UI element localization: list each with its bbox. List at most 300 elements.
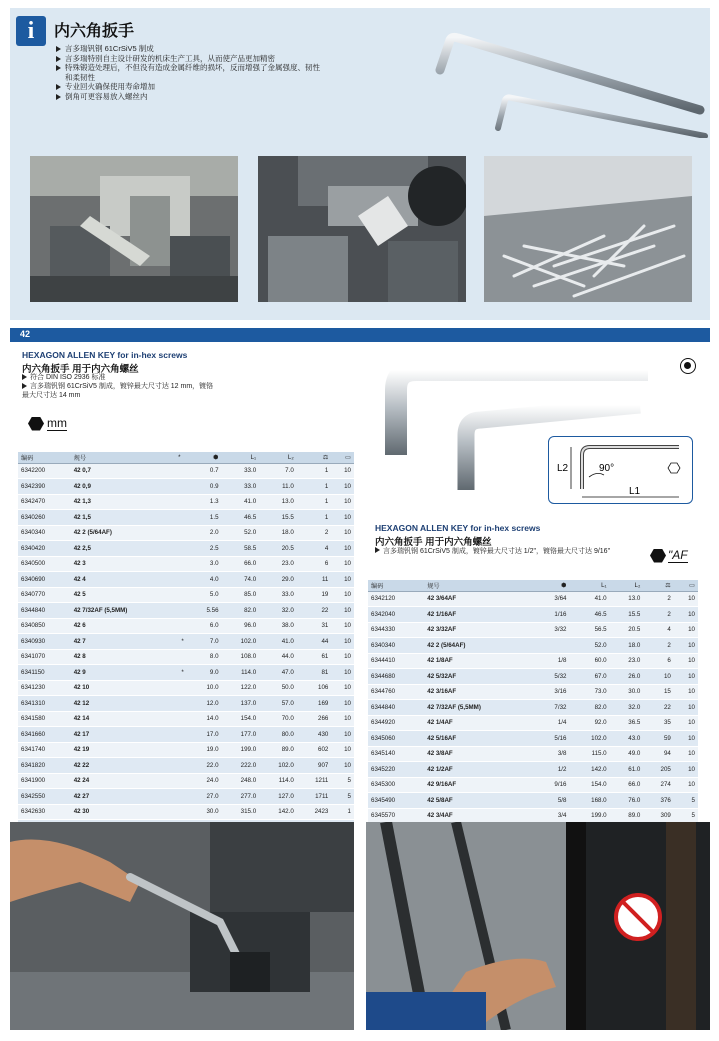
- table-cell: 1.5: [190, 510, 222, 526]
- pack-col-icon: ▭: [674, 580, 698, 591]
- chrome-finish-icon: [680, 358, 696, 374]
- table-cell: 4: [297, 541, 332, 557]
- table-cell: 10: [331, 572, 354, 588]
- table-cell: 6341070: [18, 649, 71, 665]
- table-cell: 30.0: [610, 684, 644, 700]
- table-row: [18, 510, 354, 526]
- table-cell: 309: [643, 808, 674, 824]
- table-cell: 10: [331, 680, 354, 696]
- table-cell: 42 8: [71, 649, 175, 665]
- table-cell: 114.0: [222, 665, 260, 681]
- table-cell: 6: [643, 653, 674, 669]
- col-header: L₁: [222, 452, 260, 463]
- table-cell: 89.0: [259, 742, 297, 758]
- table-row: [18, 804, 354, 820]
- table-cell: 19.0: [190, 742, 222, 758]
- table-row: [368, 622, 698, 638]
- table-cell: 94: [643, 746, 674, 762]
- table-cell: 33.0: [222, 479, 260, 495]
- table-cell: 10: [674, 622, 698, 638]
- table-cell: 10: [674, 653, 698, 669]
- table-cell: 5/32: [536, 669, 570, 685]
- table-cell: 6340420: [18, 541, 71, 557]
- l1-label: L1: [629, 486, 641, 497]
- table-row: [18, 665, 354, 681]
- table-row: [18, 711, 354, 727]
- table-cell: 274: [643, 777, 674, 793]
- table-cell: 376: [643, 793, 674, 809]
- table-cell: 42 24: [71, 773, 175, 789]
- table-cell: [175, 603, 190, 619]
- table-cell: 42 22: [71, 758, 175, 774]
- table-cell: 10: [674, 669, 698, 685]
- table-cell: 36.5: [610, 715, 644, 731]
- table-cell: 42 3: [71, 556, 175, 572]
- table-cell: 10: [331, 758, 354, 774]
- table-cell: [175, 463, 190, 479]
- col-header: 编码: [368, 580, 424, 591]
- table-cell: 35: [643, 715, 674, 731]
- table-cell: 1/2: [536, 762, 570, 778]
- table-cell: 15: [643, 684, 674, 700]
- table-cell: 102.0: [222, 634, 260, 650]
- col-header: 规号: [71, 452, 175, 463]
- col-header: *: [175, 452, 190, 463]
- table-row: [18, 789, 354, 805]
- table-cell: 5.56: [190, 603, 222, 619]
- table-cell: 42 12: [71, 696, 175, 712]
- col-header: L₂: [610, 580, 644, 591]
- table-cell: 10: [331, 603, 354, 619]
- table-cell: 6.0: [190, 618, 222, 634]
- table-cell: 32.0: [259, 603, 297, 619]
- table-cell: 42 9: [71, 665, 175, 681]
- table-cell: 15.5: [259, 510, 297, 526]
- right-section-title: HEXAGON ALLEN KEY for in-hex screws: [375, 523, 541, 533]
- table-cell: 42 2,5: [71, 541, 175, 557]
- table-cell: 1211: [297, 773, 332, 789]
- table-row: [18, 463, 354, 479]
- table-cell: 2: [297, 525, 332, 541]
- table-cell: 76.0: [610, 793, 644, 809]
- table-cell: 60.0: [569, 653, 609, 669]
- table-cell: 15.5: [610, 607, 644, 623]
- page-number: 42: [20, 329, 31, 339]
- table-cell: 315.0: [222, 804, 260, 820]
- table-cell: 2: [643, 607, 674, 623]
- table-cell: 56.5: [569, 622, 609, 638]
- table-cell: 430: [297, 727, 332, 743]
- table-cell: 10: [674, 700, 698, 716]
- table-cell: 9/16: [536, 777, 570, 793]
- unit-label: mm: [47, 416, 67, 430]
- table-cell: 6341580: [18, 711, 71, 727]
- table-cell: 14.0: [190, 711, 222, 727]
- page-header-bar: [10, 328, 710, 342]
- table-row: [18, 742, 354, 758]
- table-cell: 5/8: [536, 793, 570, 809]
- table-cell: 42 1,5: [71, 510, 175, 526]
- table-cell: 42 1/8AF: [424, 653, 536, 669]
- table-cell: 42 3/32AF: [424, 622, 536, 638]
- table-cell: 30.0: [190, 804, 222, 820]
- table-cell: [175, 494, 190, 510]
- table-cell: 10.0: [190, 680, 222, 696]
- table-cell: 154.0: [569, 777, 609, 793]
- table-cell: 42 19: [71, 742, 175, 758]
- table-cell: 23.0: [259, 556, 297, 572]
- left-section-title: HEXAGON ALLEN KEY for in-hex screws: [22, 350, 188, 360]
- table-cell: 80.0: [259, 727, 297, 743]
- table-cell: 1.3: [190, 494, 222, 510]
- table-cell: 102.0: [569, 731, 609, 747]
- page-title: 内六角扳手: [54, 23, 135, 40]
- unit-label: "AF: [668, 548, 688, 562]
- table-cell: 7.0: [190, 634, 222, 650]
- table-cell: 2: [643, 638, 674, 654]
- table-cell: 10: [331, 556, 354, 572]
- table-cell: 6344840: [18, 603, 71, 619]
- table-cell: 6340690: [18, 572, 71, 588]
- table-cell: 42 1/16AF: [424, 607, 536, 623]
- table-cell: 8.0: [190, 649, 222, 665]
- table-cell: 177.0: [222, 727, 260, 743]
- table-cell: [175, 742, 190, 758]
- table-cell: 10: [331, 510, 354, 526]
- table-cell: 42 1/4AF: [424, 715, 536, 731]
- table-cell: 10: [674, 684, 698, 700]
- table-cell: 10: [331, 711, 354, 727]
- table-row: [368, 684, 698, 700]
- table-cell: 10: [331, 463, 354, 479]
- table-cell: 46.5: [222, 510, 260, 526]
- table-cell: 222.0: [222, 758, 260, 774]
- table-cell: 1711: [297, 789, 332, 805]
- table-cell: 6341660: [18, 727, 71, 743]
- l2-label: L2: [557, 463, 569, 474]
- feature-item: 专业回火确保使用寿命增加: [56, 82, 326, 92]
- table-cell: 24.0: [190, 773, 222, 789]
- table-row: [368, 638, 698, 654]
- table-cell: [175, 510, 190, 526]
- table-row: [18, 696, 354, 712]
- table-cell: 142.0: [259, 804, 297, 820]
- table-cell: 50.0: [259, 680, 297, 696]
- table-cell: 102.0: [259, 758, 297, 774]
- table-cell: [175, 789, 190, 805]
- feature-item: 特殊锻造处理后，不但没有造成金属纤维的损坏，反而增强了金属强度、韧性和柔韧性: [56, 63, 326, 82]
- table-cell: 10: [674, 777, 698, 793]
- table-cell: 22: [297, 603, 332, 619]
- table-cell: *: [175, 665, 190, 681]
- col-header: 规号: [424, 580, 536, 591]
- angle-label: 90°: [599, 463, 615, 474]
- table-cell: 17.0: [190, 727, 222, 743]
- table-row: [18, 727, 354, 743]
- table-cell: 42 17: [71, 727, 175, 743]
- table-cell: 6340340: [368, 638, 424, 654]
- table-cell: 10: [674, 762, 698, 778]
- table-cell: 1/16: [536, 607, 570, 623]
- pack-col-icon: ▭: [331, 452, 354, 463]
- table-cell: 5: [331, 789, 354, 805]
- table-cell: 7/32: [536, 700, 570, 716]
- table-cell: 33.0: [222, 463, 260, 479]
- left-spec-list: [22, 373, 282, 400]
- table-cell: 12.0: [190, 696, 222, 712]
- feature-item: 言多瑞特别自主设计研发的机床生产工具，从而使产品更加精密: [56, 54, 326, 64]
- table-cell: 74.0: [222, 572, 260, 588]
- table-row: [368, 746, 698, 762]
- table-cell: 41.0: [222, 494, 260, 510]
- table-cell: 1/8: [536, 653, 570, 669]
- info-icon: i: [16, 16, 46, 46]
- feature-list: [56, 44, 326, 101]
- table-cell: 23.0: [610, 653, 644, 669]
- table-row: [368, 700, 698, 716]
- table-cell: 2: [643, 591, 674, 607]
- table-cell: 38.0: [259, 618, 297, 634]
- table-cell: 81: [297, 665, 332, 681]
- table-cell: *: [175, 634, 190, 650]
- table-cell: 22.0: [190, 758, 222, 774]
- table-cell: 42 2 (5/64AF): [71, 525, 175, 541]
- table-cell: 4.0: [190, 572, 222, 588]
- table-cell: 0.7: [190, 463, 222, 479]
- table-cell: 0.9: [190, 479, 222, 495]
- table-cell: 42 7: [71, 634, 175, 650]
- table-cell: 9.0: [190, 665, 222, 681]
- table-row: [368, 731, 698, 747]
- table-cell: 168.0: [569, 793, 609, 809]
- table-cell: 18.0: [610, 638, 644, 654]
- table-cell: 4: [643, 622, 674, 638]
- table-cell: 1: [297, 510, 332, 526]
- table-cell: 3/4: [536, 808, 570, 824]
- table-cell: 42 3/4AF: [424, 808, 536, 824]
- table-cell: 27.0: [190, 789, 222, 805]
- table-cell: [175, 804, 190, 820]
- table-cell: 59: [643, 731, 674, 747]
- table-cell: 42 3/64AF: [424, 591, 536, 607]
- table-cell: 42 3/16AF: [424, 684, 536, 700]
- table-cell: 6345490: [368, 793, 424, 809]
- table-cell: 13.0: [610, 591, 644, 607]
- table-cell: 19: [297, 587, 332, 603]
- table-cell: 7.0: [259, 463, 297, 479]
- table-cell: 6342120: [368, 591, 424, 607]
- table-cell: 6344330: [368, 622, 424, 638]
- table-cell: 10: [674, 746, 698, 762]
- table-cell: 42 7/32AF (5,5MM): [71, 603, 175, 619]
- table-row: [18, 603, 354, 619]
- table-row: [18, 680, 354, 696]
- table-cell: 248.0: [222, 773, 260, 789]
- table-cell: 142.0: [569, 762, 609, 778]
- table-cell: 1: [297, 479, 332, 495]
- table-row: [368, 653, 698, 669]
- size-col-icon: ⬢: [190, 452, 222, 463]
- table-cell: 6340260: [18, 510, 71, 526]
- table-cell: 52.0: [569, 638, 609, 654]
- table-cell: 1: [297, 463, 332, 479]
- table-cell: 10: [331, 587, 354, 603]
- table-cell: 92.0: [569, 715, 609, 731]
- weight-col-icon: ⚖: [297, 452, 332, 463]
- table-cell: 6342390: [18, 479, 71, 495]
- size-col-icon: ⬢: [536, 580, 570, 591]
- table-cell: 10: [331, 618, 354, 634]
- machine-photo: [30, 156, 238, 302]
- table-cell: 70.0: [259, 711, 297, 727]
- table-cell: 5: [331, 773, 354, 789]
- table-cell: [536, 638, 570, 654]
- table-row: [18, 773, 354, 789]
- table-cell: 2.5: [190, 541, 222, 557]
- table-cell: 1: [297, 494, 332, 510]
- table-row: [368, 793, 698, 809]
- table-cell: 10: [643, 669, 674, 685]
- table-row: [18, 618, 354, 634]
- left-section-subtitle: 内六角扳手 用于内六角螺丝: [22, 364, 139, 375]
- table-cell: 96.0: [222, 618, 260, 634]
- forging-photo: [258, 156, 466, 302]
- table-cell: 6345220: [368, 762, 424, 778]
- table-row: [18, 634, 354, 650]
- table-cell: 42 1,3: [71, 494, 175, 510]
- table-cell: 205: [643, 762, 674, 778]
- inch-unit-badge: [650, 548, 688, 563]
- table-row: [18, 525, 354, 541]
- table-header-row: [368, 580, 698, 591]
- table-cell: 5/16: [536, 731, 570, 747]
- inch-size-table: [368, 580, 698, 824]
- spec-item: 言多瑞钒钢 61CrSiV5 制成，镀锌最大尺寸达 12 mm，镀铬: [22, 382, 282, 391]
- table-cell: 42 27: [71, 789, 175, 805]
- table-cell: 6344840: [368, 700, 424, 716]
- table-cell: [175, 572, 190, 588]
- table-cell: 42 2 (5/64AF): [424, 638, 536, 654]
- col-header: L₂: [259, 452, 297, 463]
- table-cell: [175, 680, 190, 696]
- table-cell: 199.0: [222, 742, 260, 758]
- table-cell: 41.0: [569, 591, 609, 607]
- table-cell: 10: [674, 715, 698, 731]
- table-cell: 10: [331, 696, 354, 712]
- table-cell: 907: [297, 758, 332, 774]
- intro-panel: [10, 8, 710, 320]
- table-cell: 154.0: [222, 711, 260, 727]
- table-row: [18, 541, 354, 557]
- table-cell: 10: [331, 525, 354, 541]
- table-cell: 10: [331, 649, 354, 665]
- table-cell: [175, 773, 190, 789]
- dimension-diagram: [548, 436, 693, 504]
- spec-item: 符合 DIN ISO 2936 标准: [22, 373, 282, 382]
- table-cell: 10: [331, 727, 354, 743]
- table-cell: 42 30: [71, 804, 175, 820]
- table-row: [368, 762, 698, 778]
- feature-item: 言多瑞钒钢 61CrSiV5 制成: [56, 44, 326, 54]
- table-cell: 6345060: [368, 731, 424, 747]
- table-cell: 42 14: [71, 711, 175, 727]
- table-cell: [175, 711, 190, 727]
- table-cell: 6345570: [368, 808, 424, 824]
- table-row: [368, 669, 698, 685]
- table-cell: 42 9/16AF: [424, 777, 536, 793]
- table-cell: [175, 556, 190, 572]
- table-cell: 3/16: [536, 684, 570, 700]
- table-cell: 10: [331, 541, 354, 557]
- table-cell: 49.0: [610, 746, 644, 762]
- table-cell: 6342040: [368, 607, 424, 623]
- table-cell: 10: [331, 742, 354, 758]
- table-cell: 61.0: [610, 762, 644, 778]
- table-row: [18, 572, 354, 588]
- table-cell: 6341310: [18, 696, 71, 712]
- table-row: [18, 494, 354, 510]
- table-cell: 42 0,9: [71, 479, 175, 495]
- table-cell: 42 5/32AF: [424, 669, 536, 685]
- table-cell: 115.0: [569, 746, 609, 762]
- table-cell: 82.0: [569, 700, 609, 716]
- table-cell: 5.0: [190, 587, 222, 603]
- table-cell: 41.0: [259, 634, 297, 650]
- table-cell: 44: [297, 634, 332, 650]
- table-cell: 66.0: [610, 777, 644, 793]
- table-cell: 10: [331, 494, 354, 510]
- table-cell: 32.0: [610, 700, 644, 716]
- table-cell: 26.0: [610, 669, 644, 685]
- table-cell: 66.0: [222, 556, 260, 572]
- table-cell: 6344760: [368, 684, 424, 700]
- table-row: [18, 556, 354, 572]
- table-cell: 10: [674, 731, 698, 747]
- table-row: [368, 591, 698, 607]
- table-cell: 6: [297, 556, 332, 572]
- table-cell: [175, 587, 190, 603]
- col-header: 编码: [18, 452, 71, 463]
- table-cell: 3/8: [536, 746, 570, 762]
- table-cell: 3.0: [190, 556, 222, 572]
- keys-bin-photo: [484, 156, 692, 302]
- table-cell: 10: [674, 638, 698, 654]
- table-cell: 6340500: [18, 556, 71, 572]
- table-cell: 2423: [297, 804, 332, 820]
- table-cell: 199.0: [569, 808, 609, 824]
- table-cell: 1: [331, 804, 354, 820]
- table-cell: 22: [643, 700, 674, 716]
- table-cell: [175, 649, 190, 665]
- table-cell: 42 10: [71, 680, 175, 696]
- table-cell: 20.5: [259, 541, 297, 557]
- table-cell: 20.5: [610, 622, 644, 638]
- table-cell: 5: [674, 808, 698, 824]
- table-cell: 6344680: [368, 669, 424, 685]
- table-cell: 85.0: [222, 587, 260, 603]
- table-cell: [175, 696, 190, 712]
- spec-item: 最大尺寸达 14 mm: [22, 392, 81, 399]
- table-cell: 11.0: [259, 479, 297, 495]
- table-cell: 3/64: [536, 591, 570, 607]
- table-cell: 6344920: [368, 715, 424, 731]
- feature-item: 倒角可更容易放入螺丝内: [56, 92, 326, 102]
- table-cell: 42 7/32AF (5,5MM): [424, 700, 536, 716]
- table-cell: 18.0: [259, 525, 297, 541]
- table-cell: 61: [297, 649, 332, 665]
- col-header: L₁: [569, 580, 609, 591]
- table-cell: 277.0: [222, 789, 260, 805]
